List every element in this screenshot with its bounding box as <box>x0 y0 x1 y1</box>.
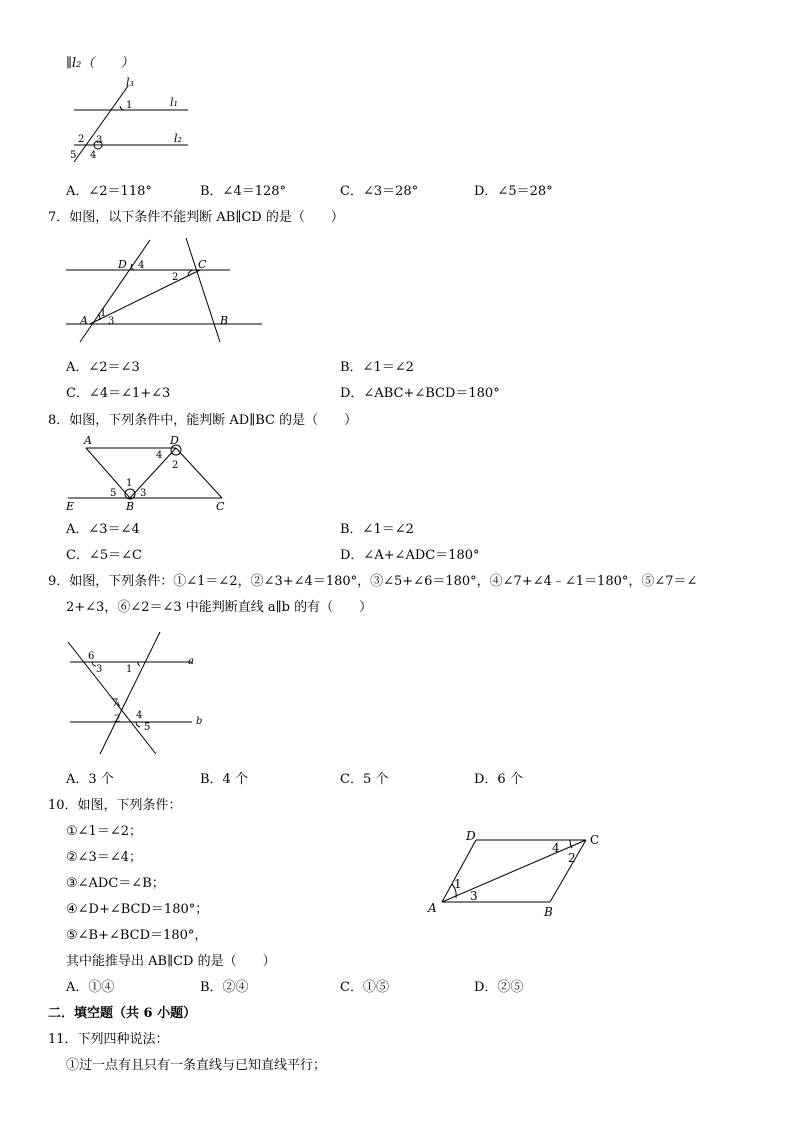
q8-label-3: 3 <box>140 488 147 499</box>
q10-label-d: D <box>466 829 476 843</box>
q8-option-c[interactable]: C．∠5＝∠C <box>66 548 142 563</box>
q10-label-4: 4 <box>552 841 560 855</box>
q9-option-a[interactable]: A．3 个 <box>66 772 114 787</box>
q8-option-b[interactable]: B．∠1＝∠2 <box>340 522 414 537</box>
q7-option-b[interactable]: B．∠1＝∠2 <box>340 360 414 375</box>
q9-label-b: b <box>196 716 203 727</box>
q9-line-t2 <box>100 632 160 754</box>
q6-option-c[interactable]: C．∠3＝28° <box>340 184 419 199</box>
q6-option-b[interactable]: B．∠4＝128° <box>200 184 287 199</box>
q9-angle-arc-1 <box>138 662 140 666</box>
q7-label-2: 2 <box>172 272 179 283</box>
q8-label-5: 5 <box>110 488 117 499</box>
q6-label-2: 2 <box>78 134 85 145</box>
q10-label-1: 1 <box>454 877 462 891</box>
q6-label-1: 1 <box>126 100 133 111</box>
q8-line-ab <box>86 448 133 498</box>
q8-label-e: E <box>66 500 75 513</box>
q6-label-3: 3 <box>96 135 103 146</box>
q10-label-3: 3 <box>470 889 478 903</box>
q10-line-ac <box>442 840 586 902</box>
q9-label-1: 1 <box>126 664 133 675</box>
q8-label-a: A <box>84 434 92 447</box>
q6-label-5: 5 <box>70 150 77 161</box>
q7-line-ac <box>90 270 200 324</box>
q8-label-1: 1 <box>126 478 133 489</box>
q10-label-b: B <box>544 905 553 919</box>
q10-option-b[interactable]: B．②④ <box>200 980 249 995</box>
q8-line-bd <box>130 448 179 498</box>
q11-item-1: ①过一点有且只有一条直线与已知直线平行； <box>66 1058 327 1073</box>
q7-line-ad <box>80 240 150 342</box>
q9-angle-arc-5 <box>136 722 140 727</box>
q7-option-c[interactable]: C．∠4＝∠1+∠3 <box>66 386 171 401</box>
q9-option-b[interactable]: B．4 个 <box>200 772 248 787</box>
q8-label-4: 4 <box>156 450 163 461</box>
section-title-fill-in: 二．填空题（共 6 小题） <box>48 1006 197 1021</box>
q6-label-l2: l₂ <box>174 132 182 145</box>
q8-label-d: D <box>170 434 179 447</box>
q9-label-6: 6 <box>88 651 95 662</box>
q10-option-a[interactable]: A．①④ <box>66 980 115 995</box>
q8-stem: 8．如图，下列条件中，能判断 AD∥BC 的是（ ） <box>48 413 358 428</box>
q9-stem-line2: 2+∠3，⑥∠2＝∠3 中能判断直线 a∥b 的有（ ） <box>66 600 373 615</box>
q6-label-l3: l₃ <box>126 76 134 89</box>
q11-stem: 11．下列四种说法： <box>48 1032 169 1047</box>
q10-condition-3: ③∠ADC＝∠B； <box>66 876 165 891</box>
q9-label-7: 7 <box>112 698 119 709</box>
q9-stem-line1: 9．如图，下列条件：①∠1＝∠2，②∠3+∠4＝180°，③∠5+∠6＝180°，④∠7+∠4﹣∠1＝180°，⑤∠7＝∠ <box>48 574 698 589</box>
q7-label-a: A <box>80 314 88 327</box>
q10-stem: 10．如图，下列条件： <box>48 798 182 813</box>
q8-figure <box>60 434 230 514</box>
q10-figure <box>420 826 610 922</box>
q9-label-3: 3 <box>96 664 103 675</box>
q8-option-a[interactable]: A．∠3＝∠4 <box>66 522 140 537</box>
q6-line-l3 <box>74 86 128 162</box>
q7-label-4: 4 <box>138 260 145 271</box>
q10-condition-2: ②∠3＝∠4； <box>66 850 142 865</box>
q10-option-d[interactable]: D．②⑤ <box>474 980 524 995</box>
q10-condition-1: ①∠1＝∠2； <box>66 824 142 839</box>
q7-stem: 7．如图，以下条件不能判断 AB∥CD 的是（ ） <box>48 210 344 225</box>
q10-label-a: A <box>428 901 437 915</box>
q8-line-dc <box>176 448 222 498</box>
q9-option-d[interactable]: D．6 个 <box>474 772 523 787</box>
q7-label-1: 1 <box>100 308 107 319</box>
q7-line-cb <box>186 238 220 342</box>
q10-label-2: 2 <box>568 851 576 865</box>
q7-option-d[interactable]: D．∠ABC+∠BCD＝180° <box>340 386 500 401</box>
q8-option-d[interactable]: D．∠A+∠ADC＝180° <box>340 548 480 563</box>
q8-label-c: C <box>216 500 225 513</box>
q6-label-4: 4 <box>90 150 97 161</box>
q7-label-3: 3 <box>108 316 115 327</box>
q10-condition-5: ⑤∠B+∠BCD＝180°， <box>66 928 208 943</box>
q6-option-a[interactable]: A．∠2＝118° <box>66 184 152 199</box>
q9-label-2: 2 <box>114 714 121 725</box>
q10-label-c: C <box>590 833 600 847</box>
q7-option-a[interactable]: A．∠2＝∠3 <box>66 360 140 375</box>
q9-label-a: a <box>188 656 194 667</box>
q7-label-b: B <box>220 314 229 327</box>
q7-figure <box>60 232 270 344</box>
q8-label-b: B <box>126 500 135 513</box>
q6-figure <box>60 72 200 164</box>
q7-label-c: C <box>198 258 207 271</box>
q10-option-c[interactable]: C．①⑤ <box>340 980 389 995</box>
q8-label-2: 2 <box>172 460 179 471</box>
q9-figure <box>60 630 220 756</box>
q10-condition-4: ④∠D+∠BCD＝180°； <box>66 902 209 917</box>
q6-label-l1: l₁ <box>170 96 178 109</box>
q9-option-c[interactable]: C．5 个 <box>340 772 389 787</box>
q6-angle-arc-1 <box>120 106 124 110</box>
q7-label-d: D <box>118 258 127 271</box>
q10-question: 其中能推导出 AB∥CD 的是（ ） <box>66 954 276 969</box>
q6-stem-tail: ∥l₂（ ） <box>66 56 134 71</box>
q6-option-d[interactable]: D．∠5＝28° <box>474 184 553 199</box>
q9-label-4: 4 <box>136 710 143 721</box>
q9-label-5: 5 <box>144 722 151 733</box>
